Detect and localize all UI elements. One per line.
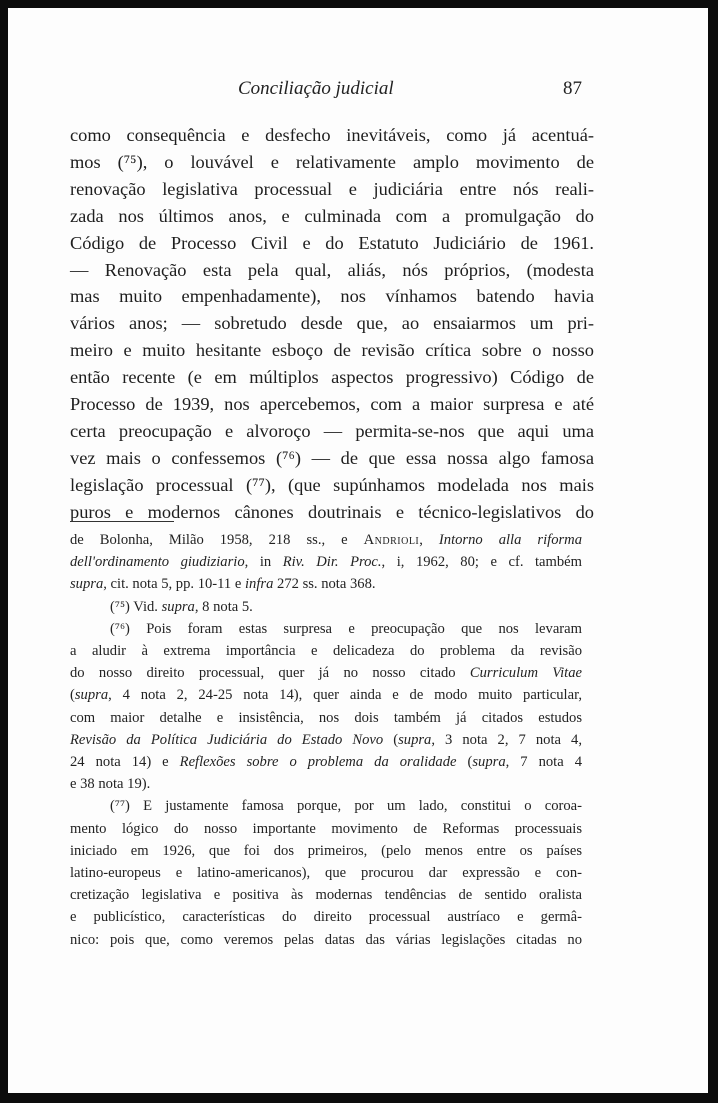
page-header <box>8 78 708 108</box>
body-line: certa preocupação e alvoroço — permita-se-nos que aqui uma <box>70 420 594 441</box>
footnote-75: (⁷⁵) Vid. supra, 8 nota 5. <box>110 598 253 615</box>
footnote-77: (⁷⁷) E justamente famosa porque, por um lado, constitui o coroa- <box>110 798 582 815</box>
body-line: zada nos últimos anos, e culminada com a promulgação do <box>70 205 594 226</box>
body-line: como consequência e desfecho inevitáveis, como já acentuá- <box>70 125 594 145</box>
journal-name: Riv. Dir. Proc. <box>282 554 382 571</box>
footnote-line: e 38 nota 19). <box>70 776 151 793</box>
author-name: Andrioli <box>363 532 420 548</box>
footnote-line: iniciado em 1926, que foi dos primeiros, (pelo menos entre os países <box>70 842 582 859</box>
footnote-line: do nosso direito processual, quer já no nosso citado Curriculum Vitae <box>70 665 582 682</box>
body-line: meiro e muito hesitante esboço de revisão crítica sobre o nosso <box>70 340 594 361</box>
running-title: Conciliação judicial <box>238 78 394 99</box>
footnote-line: 24 nota 14) e Reflexões sobre o problema da oralidade (supra, 7 nota 4 <box>70 754 582 771</box>
footnote-line: nico: pois que, como veremos pelas datas das várias legislações citadas no <box>70 931 582 948</box>
footnote-divider <box>70 521 174 522</box>
footnote-line: latino-europeus e latino-americanos), que procurou dar expressão e con- <box>70 865 582 882</box>
cited-title: Intorno alla riforma <box>438 532 583 548</box>
footnote-marker: (⁷⁵) <box>110 598 130 615</box>
cited-title: Curriculum Vitae <box>469 665 582 682</box>
body-line: vários anos; — sobretudo desde que, ao ensaiarmos um pri- <box>70 313 594 334</box>
page-number: 87 <box>563 78 582 99</box>
footnote-line: cretização legislativa e positiva às modernas tendências de sentido oralista <box>70 887 582 904</box>
footnote-line: a aludir à extrema importância e delicadeza do problema da revisão <box>70 643 582 660</box>
footnote-line: de Bolonha, Milão 1958, 218 ss., e Andrioli, Intorno alla riforma <box>70 532 583 548</box>
footnote-line: e publicístico, características do direito processual austríaco e germâ- <box>70 909 582 926</box>
body-line: puros e modernos cânones doutrinais e técnico-legislativos do <box>70 501 594 522</box>
footnotes <box>70 529 582 951</box>
cited-title: Revisão da Política Judiciária do Estado Novo <box>70 731 384 748</box>
footnote-76: (⁷⁶) Pois foram estas surpresa e preocupação que nos levaram <box>110 620 582 637</box>
footnote-line: (supra, 4 nota 2, 24-25 nota 14), quer ainda e de modo muito particular, <box>70 687 582 704</box>
body-line: Processo de 1939, nos apercebemos, com a maior surpresa e até <box>70 394 594 415</box>
body-line: então recente (e em múltiplos aspectos progressivo) Código de <box>70 367 594 388</box>
cited-title: dell'ordinamento giudiziario <box>70 554 245 571</box>
footnote-line: dell'ordinamento giudiziario, in Riv. Dir. Proc., i, 1962, 80; e cf. também <box>70 554 583 571</box>
footnote-line: mento lógico do nosso importante movimento de Reformas processuais <box>70 820 582 837</box>
body-line: mas muito empenhadamente), nos vínhamos batendo havia <box>70 286 594 307</box>
footnote-line: Revisão da Política Judiciária do Estado Novo (supra, 3 nota 2, 7 nota 4, <box>70 731 582 748</box>
cited-title: Reflexões sobre o problema da oralidade <box>179 754 457 771</box>
footnote-marker: (⁷⁷) <box>110 798 130 815</box>
body-line: vez mais o confessemos (⁷⁶) — de que essa nossa algo famosa <box>70 447 594 468</box>
body-line: mos (⁷⁵), o louvável e relativamente amplo movimento de <box>70 151 594 172</box>
body-line: — Renovação esta pela qual, aliás, nós próprios, (modesta <box>70 259 594 280</box>
body-line: Código de Processo Civil e do Estatuto Judiciário de 1961. <box>70 232 594 253</box>
body-line: renovação legislativa processual e judiciária entre nós reali- <box>70 178 594 199</box>
footnote-line: com maior detalhe e insistência, nos dois também já citados estudos <box>70 709 582 726</box>
body-line: legislação processual (⁷⁷), (que supúnhamos modelada nos mais <box>70 474 594 495</box>
footnote-marker: (⁷⁶) <box>110 620 130 637</box>
footnote-line: supra, cit. nota 5, pp. 10-11 e infra 272 ss. nota 368. <box>70 576 376 593</box>
body-text <box>70 122 594 526</box>
